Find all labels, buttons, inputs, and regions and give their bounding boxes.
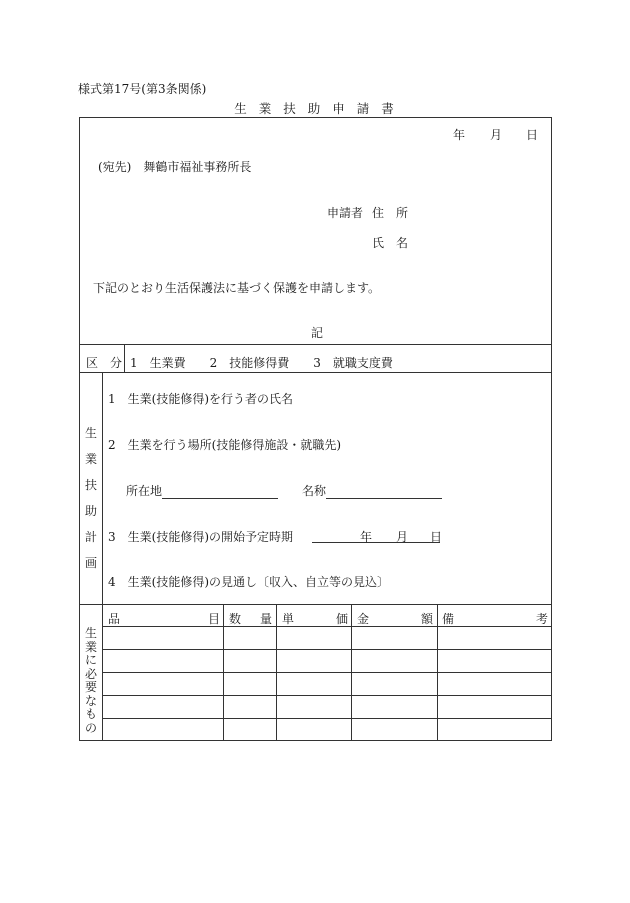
start-date-underline bbox=[312, 542, 440, 543]
table-row bbox=[102, 649, 551, 650]
ki-marker: 記 bbox=[311, 326, 324, 340]
header-amount-a: 金 bbox=[357, 612, 370, 626]
application-statement: 下記のとおり生活保護法に基づく保護を申請します。 bbox=[93, 281, 381, 295]
start-date-month: 月 bbox=[396, 530, 409, 544]
name-label: 氏 名 bbox=[372, 236, 409, 250]
header-remarks-a: 備 bbox=[442, 612, 455, 626]
header-item-b: 目 bbox=[208, 612, 221, 626]
addressee: (宛先) 舞鶴市福祉事務所長 bbox=[98, 160, 252, 174]
category-options: 1 生業費 2 技能修得費 3 就職支度費 bbox=[130, 356, 393, 370]
document-title: 生業扶助申請書 bbox=[234, 101, 406, 116]
table-row bbox=[102, 626, 551, 627]
divider-side-column bbox=[102, 372, 103, 740]
date-day: 日 bbox=[526, 128, 539, 142]
plan-item-4: 4 生業(技能修得)の見通し〔収入、自立等の見込〕 bbox=[108, 575, 390, 589]
plan-item-3: 3 生業(技能修得)の開始予定時期 bbox=[108, 530, 293, 544]
date-month: 月 bbox=[490, 128, 503, 142]
table-row bbox=[102, 672, 551, 673]
plan-item-1: 1 生業(技能修得)を行う者の氏名 bbox=[108, 392, 293, 406]
header-unitprice-b: 価 bbox=[336, 612, 349, 626]
application-form-frame bbox=[79, 117, 552, 741]
location-underline bbox=[162, 484, 278, 499]
facility-name-label: 名称 bbox=[302, 484, 327, 498]
applicant-label: 申請者 bbox=[327, 206, 364, 220]
date-year: 年 bbox=[453, 128, 466, 142]
divider-category-bottom bbox=[80, 372, 551, 373]
facility-name-underline bbox=[326, 484, 442, 499]
divider-category-top bbox=[80, 344, 551, 345]
facility-name-field bbox=[302, 482, 442, 499]
start-date-year: 年 bbox=[360, 530, 373, 544]
header-remarks-b: 考 bbox=[536, 612, 549, 626]
header-amount-b: 額 bbox=[421, 612, 434, 626]
divider-items-top bbox=[80, 604, 551, 605]
header-unitprice-a: 単 bbox=[282, 612, 295, 626]
plan-item-2: 2 生業を行う場所(技能修得施設・就職先) bbox=[108, 438, 341, 452]
items-side-label: 生 業 に 必 要 な も の bbox=[84, 626, 97, 735]
header-item-a: 品 bbox=[108, 612, 121, 626]
location-field bbox=[126, 482, 278, 499]
divider-category-vertical bbox=[124, 344, 125, 372]
table-row bbox=[102, 695, 551, 696]
address-label: 住 所 bbox=[372, 206, 409, 220]
location-label: 所在地 bbox=[126, 484, 163, 498]
form-number: 様式第17号(第3条関係) bbox=[78, 82, 207, 96]
header-quantity-b: 量 bbox=[260, 612, 273, 626]
category-label: 区 分 bbox=[86, 356, 123, 370]
plan-side-label: 生 業 扶 助 計 画 bbox=[84, 426, 97, 570]
start-date-day: 日 bbox=[430, 530, 443, 544]
table-row bbox=[102, 718, 551, 719]
header-quantity-a: 数 bbox=[229, 612, 242, 626]
